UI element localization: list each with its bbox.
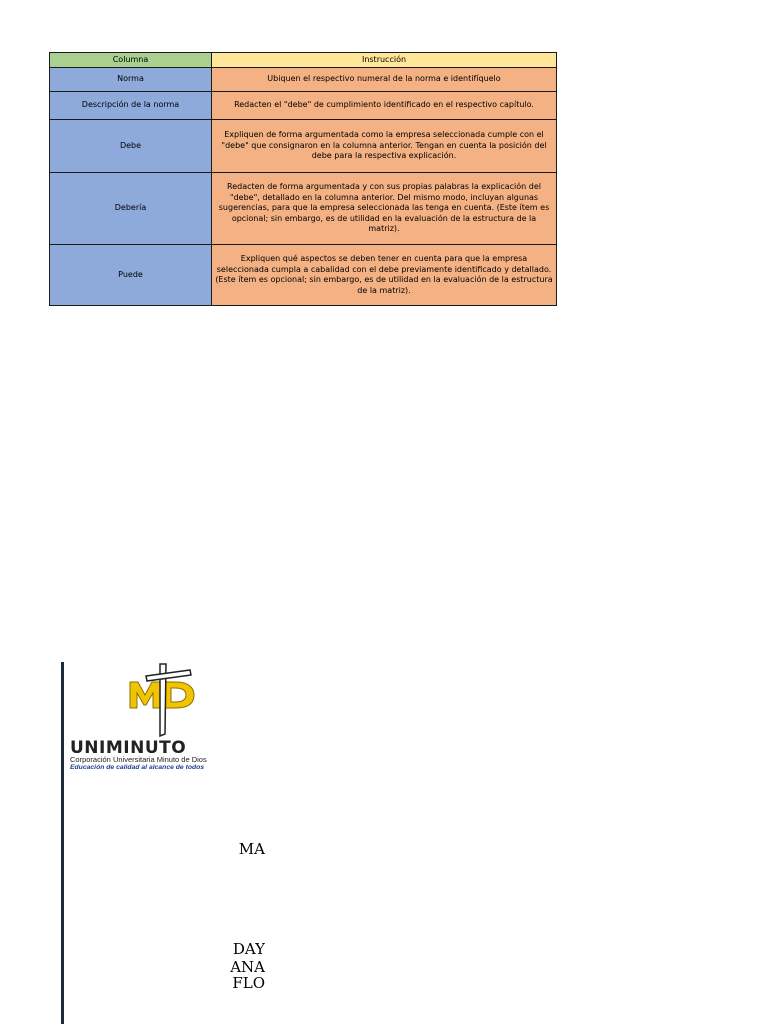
clipped-cover-text xyxy=(200,830,265,1020)
column-name-cell: Debe xyxy=(50,120,212,173)
author-fragment: DAY xyxy=(232,940,265,958)
table-row xyxy=(50,92,557,120)
instruction-table xyxy=(49,52,557,306)
instruction-cell: Redacten el "debe" de cumplimiento identificado en el respectivo capítulo. xyxy=(212,92,557,120)
header-column: Columna xyxy=(50,53,212,68)
brand-name: UNIMINUTO xyxy=(70,738,187,758)
instruction-cell: Ubiquen el respectivo numeral de la norma e identifíquelo xyxy=(212,68,557,92)
page-left-rule xyxy=(61,662,64,1024)
header-instruction: Instrucción xyxy=(212,53,557,68)
cover-title-fragment: MA xyxy=(238,840,265,858)
brand-tagline: Educación de calidad al alcance de todos xyxy=(70,764,205,771)
column-name-cell: Descripción de la norma xyxy=(50,92,212,120)
brand-subtitle: Corporación Universitaria Minuto de Dios xyxy=(70,755,207,764)
table-row xyxy=(50,173,557,245)
md-cross-logo-icon xyxy=(124,662,204,740)
author-fragment: ANA xyxy=(230,958,265,976)
uniminuto-logo xyxy=(68,662,258,774)
instruction-cell: Redacten de forma argumentada y con sus propias palabras la explicación del "debe", detallado en la columna anterior. Del mismo modo, incluyan algunas sugerencias, para que la empresa seleccionada las tenga en cuenta. (Este ítem es opcional; sin embargo, es de utilidad en la evaluación de la estructura de la matriz). xyxy=(212,173,557,245)
column-name-cell: Puede xyxy=(50,245,212,306)
table-row xyxy=(50,245,557,306)
column-name-cell: Debería xyxy=(50,173,212,245)
author-fragment: FLO xyxy=(232,974,265,992)
table-row xyxy=(50,120,557,173)
instruction-cell: Expliquen de forma argumentada como la empresa seleccionada cumple con el "debe" que consignaron en la columna anterior. Tengan en cuenta la posición del debe para la respectiva explicación. xyxy=(212,120,557,173)
table-header-row xyxy=(50,53,557,68)
table-row xyxy=(50,68,557,92)
instruction-cell: Expliquen qué aspectos se deben tener en cuenta para que la empresa seleccionada cumpla a cabalidad con el debe previamente identificado y detallado. (Este ítem es opcional; sin embargo, es de utilidad en la evaluación de la estructura de la matriz). xyxy=(212,245,557,306)
column-name-cell: Norma xyxy=(50,68,212,92)
